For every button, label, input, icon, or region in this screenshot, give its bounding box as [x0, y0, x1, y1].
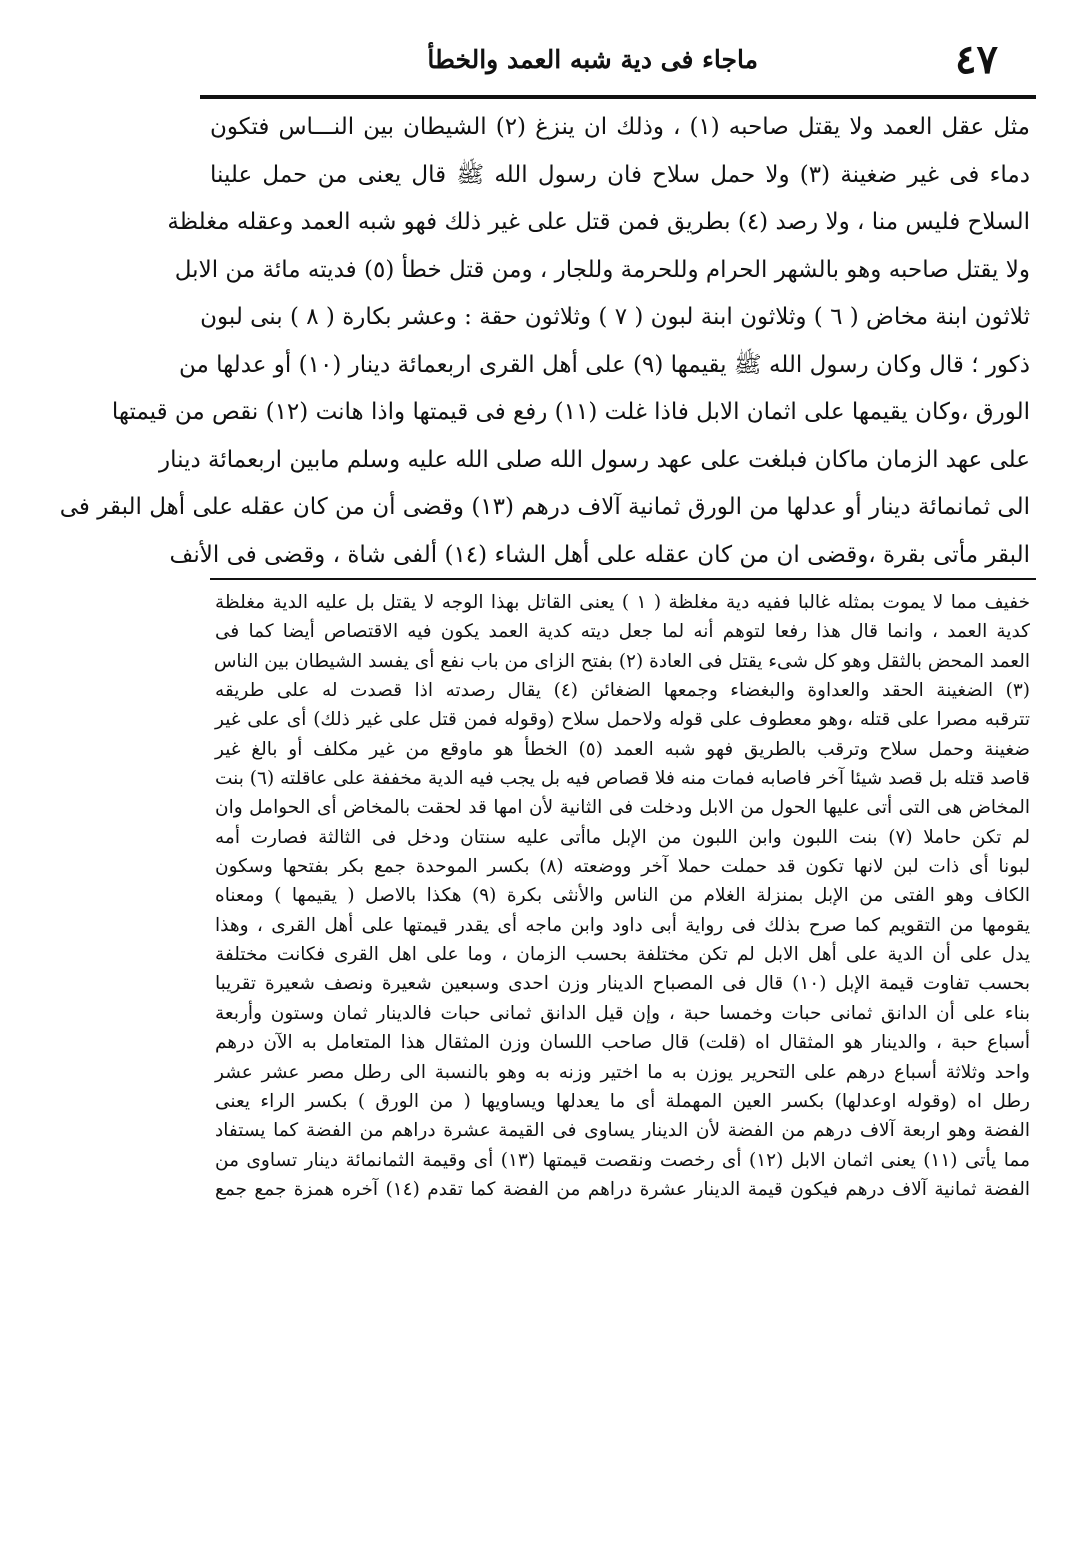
main-line: مثل عقل العمد ولا يقتل صاحبه (١) ، وذلك ان ينزغ (٢) الشيطان بين النـــاس فتكون	[210, 114, 1030, 140]
footnote-line: (٣) الضغينة الحقد والعداوة والبغضاء وجمعها الضغائن (٤) يقال رصدته اذا قصدت له على طريقه	[215, 680, 1030, 702]
footnote-line: المخاض هى التى أتى عليها الحول من الابل ودخلت فى الثانية لأن امها قد لحقت بالمخاض أى الحوامل وان	[215, 797, 1030, 819]
footnotes-block	[215, 588, 1030, 1204]
header-rule	[200, 95, 1036, 99]
footnote-line: الفضة وهو اربعة آلاف درهم من الفضة لأن الدينار يساوى فى القيمة عشرة دراهم من الفضة كما يستفاد	[215, 1120, 1030, 1142]
footnote-line: الفضة ثمانية آلاف درهم فيكون قيمة الدينار عشرة دراهم من الفضة كما تقدم (١٤) آخره همزة جمع جمع	[215, 1178, 1030, 1200]
footnote-line: الكاف وهو الفتى من الإبل بمنزلة الغلام من الناس والأنثى بكرة (٩) هكذا بالاصل ( يقيمها ) ومعناه	[215, 885, 1030, 907]
footnote-line: خفيف مما لا يموت بمثله غالبا ففيه دية مغلظة ( ١ ) يعنى القاتل بهذا الوجه لا يقتل بل عليه الدية مغلظة	[215, 592, 1031, 613]
footnote-line: يدل على أن الدية على أهل الابل لم تكن مختلفة بحسب الزمان ، وما على اهل القرى فكانت مختلفة	[215, 944, 1030, 966]
main-line: الى ثمانمائة دينار أو عدلها من الورق ثمانية آلاف درهم (١٣) وقضى أن من كان عقله على أهل البقر فى	[59, 494, 1030, 520]
footnote-line: قاصد قتله بل قصد شيئا آخر فاصابه فمات منه فلا قصاص فيه بل يجب فيه الدية مخففة على عاقلته (٦) بنت	[215, 768, 1030, 790]
footnote-line: يقومها من التقويم كما صرح بذلك فى رواية أبى داود وابن ماجه أى يقدر قيمتها على أهل القرى ، وهذا	[215, 914, 1030, 936]
running-title: ماجاء فى دية شبه العمد والخطأ	[427, 45, 758, 74]
page-number: ٤٧	[955, 36, 998, 83]
footnote-line: بناء على أن الدانق ثمانى حبات وخمسا حبة ، وإن قيل الدانق ثمانى حبات فالدينار ثمان وستون وأربعة	[215, 1002, 1030, 1024]
main-line: ذكور ؛ قال وكان رسول الله ﷺ يقيمها (٩) على أهل القرى اربعمائة دينار (١٠) أو عدلها من	[178, 351, 1030, 378]
main-line: البقر مأتى بقرة ،وقضى ان من كان عقله على أهل الشاء (١٤) ألفى شاة ، وقضى فى الأنف	[169, 541, 1030, 568]
footnote-line: كدية العمد ، وانما قال هذا رفعا لتوهم أنه لما جعل ديته كدية العمد يكون فيه الاقتصاص أيضا كما فى	[215, 621, 1030, 643]
footnote-separator-rule	[210, 578, 1036, 580]
footnote-line: لبونا أى ذات لبن لانها تكون قد حملت حملا آخر ووضعته (٨) بكسر الموحدة جمع بكر بفتحها وسكون	[215, 856, 1030, 878]
footnote-line: العمد المحض بالثقل وهو كل شىء يقتل فى العادة (٢) بفتح الزاى من باب نفع أى يفسد الشيطان بين الناس	[213, 650, 1030, 672]
footnote-line: رطل اه (وقوله اوعدلها) بكسر العين المهملة أى ما يعدلها ويساويها ( من الورق ) بكسر الراء يعنى	[215, 1090, 1030, 1112]
footnote-line: مما يأتى (١١) يعنى اثمان الابل (١٢) أى رخصت ونقصت قيمتها (١٣) أى وقيمة الثمانمائة دينار تساوى من	[215, 1149, 1030, 1171]
main-line: على عهد الزمان ماكان فبلغت على عهد رسول الله صلى الله عليه وسلم مابين اربعمائة دينار	[159, 446, 1030, 473]
footnote-line: بحسب تفاوت قيمة الإبل (١٠) قال فى المصباح الدينار وزن احدى وسبعين شعيرة ونصف شعيرة تقريبا	[215, 973, 1030, 995]
footnote-line: لم تكن حاملا (٧) بنت اللبون وابن اللبون من الإبل ماأتى عليه سنتان ودخل فى الثالثة فصارت أمه	[215, 826, 1030, 848]
footnote-line: ضغينة وحمل سلاح وترقب بالطريق فهو شبه العمد (٥) الخطأ هو ماوقع من غير مكلف أو بالغ غير	[215, 738, 1030, 760]
footnote-line: أسباع حبة ، والدينار هو المثقال اه (قلت) قال صاحب اللسان وزن المثقال هذا المتعامل به الآن درهم	[215, 1032, 1030, 1054]
page-header	[200, 30, 1048, 92]
main-line: الورق ،وكان يقيمها على اثمان الابل فاذا غلت (١١) رفع فى قيمتها واذا هانت (١٢) نقص من قيمتها	[111, 399, 1030, 425]
main-line: السلاح فليس منا ، ولا رصد (٤) بطريق فمن قتل على غير ذلك فهو شبه العمد وعقله مغلظة	[167, 209, 1030, 235]
main-line: ولا يقتل صاحبه وهو بالشهر الحرام وللحرمة وللجار ، ومن قتل خطأ (٥) فديته مائة من الابل	[174, 256, 1030, 283]
footnote-line: تترقبه مصرا على قتله ،وهو معطوف على قوله ولاحمل سلاح (وقوله فمن قتل على غير ذلك) أى على غير	[215, 709, 1030, 731]
main-line: دماء فى غير ضغينة (٣) ولا حمل سلاح فان رسول الله ﷺ قال يعنى من حمل علينا	[210, 161, 1030, 188]
main-line: ثلاثون ابنة مخاض ( ٦ ) وثلاثون ابنة لبون ( ٧ ) وثلاثون حقة : وعشر بكارة ( ٨ ) بنى لبون	[200, 304, 1030, 330]
main-text-block	[59, 104, 1030, 579]
footnote-line: واحد وثلاثة أسباع درهم على التحرير يوزن به ما اختير وزنه به وهو بالنسبة الى رطل مصر عشر عشر	[215, 1061, 1030, 1083]
